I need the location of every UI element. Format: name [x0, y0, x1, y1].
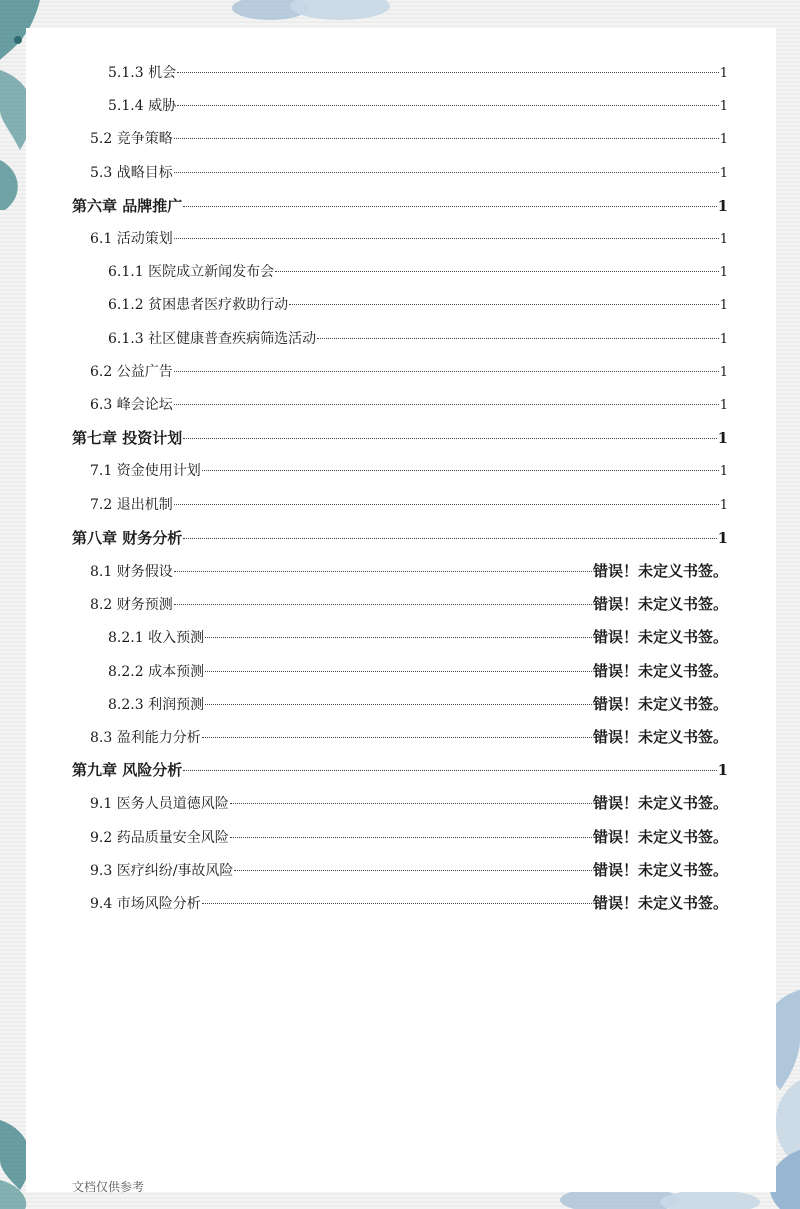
toc-entry-label: 6.2 公益广告 [90, 363, 173, 380]
footer-note: 文档仅供参考 [72, 1180, 145, 1194]
toc-leader-dots [183, 206, 716, 207]
toc-entry[interactable] [72, 195, 728, 217]
toc-leader-dots [205, 704, 592, 705]
toc-leader-dots [202, 737, 592, 738]
toc-leader-dots [174, 138, 719, 139]
top-center-leaf-decoration [230, 0, 400, 30]
toc-entry-page: 1 [719, 497, 728, 513]
toc-entry[interactable] [108, 261, 728, 283]
toc-entry-page: 1 [719, 66, 728, 81]
toc-leader-dots [275, 271, 719, 272]
toc-entry[interactable] [90, 494, 728, 516]
toc-entry[interactable] [90, 726, 728, 748]
document-page [26, 28, 776, 1192]
toc-entry[interactable] [90, 826, 728, 848]
toc-entry-page: 错误！未定义书签。 [592, 894, 728, 912]
toc-entry-page: 错误！未定义书签。 [592, 827, 728, 846]
toc-entry-label: 8.1 财务假设 [90, 564, 173, 580]
toc-leader-dots [183, 770, 716, 771]
toc-entry-label: 9.4 市场风险分析 [90, 896, 201, 912]
toc-entry[interactable] [90, 892, 728, 914]
toc-entry[interactable] [108, 660, 728, 682]
toc-leader-dots [174, 371, 719, 372]
toc-entry-page: 错误！未定义书签。 [592, 595, 728, 614]
toc-entry-page: 错误！未定义书签。 [592, 794, 728, 813]
toc-entry[interactable] [108, 95, 728, 117]
toc-leader-dots [174, 238, 719, 239]
toc-entry-label: 6.1.1 医院成立新闻发布会 [108, 264, 275, 281]
toc-entry-page: 错误！未定义书签。 [592, 860, 728, 879]
toc-leader-dots [202, 470, 719, 471]
toc-entry[interactable] [72, 527, 728, 549]
toc-leader-dots [202, 903, 592, 904]
toc-entry-page: 错误！未定义书签。 [592, 628, 728, 647]
toc-leader-dots [205, 637, 592, 638]
toc-entry[interactable] [72, 427, 728, 449]
toc-entry-page: 1 [719, 398, 728, 413]
toc-entry-page: 1 [719, 232, 728, 247]
toc-leader-dots [234, 870, 592, 871]
toc-entry-label: 第九章 风险分析 [72, 761, 183, 780]
toc-entry-label: 8.2.3 利润预测 [108, 696, 205, 713]
toc-entry[interactable] [108, 328, 728, 350]
toc-entry[interactable] [90, 394, 728, 416]
toc-entry-label: 7.1 资金使用计划 [90, 463, 201, 480]
toc-entry-page: 1 [719, 132, 728, 148]
toc-leader-dots [230, 803, 592, 804]
toc-entry[interactable] [108, 626, 728, 648]
toc-entry[interactable] [90, 162, 728, 184]
toc-entry[interactable] [108, 294, 728, 316]
toc-entry-label: 8.2 财务预测 [90, 597, 173, 614]
toc-leader-dots [183, 438, 716, 439]
toc-entry-label: 第七章 投资计划 [72, 429, 183, 448]
toc-entry-label: 6.1 活动策划 [90, 231, 173, 247]
toc-entry-page: 错误！未定义书签。 [592, 694, 728, 713]
toc-leader-dots [289, 304, 719, 305]
toc-entry-label: 9.1 医务人员道德风险 [90, 796, 229, 813]
toc-entry-label: 9.2 药品质量安全风险 [90, 829, 229, 846]
toc-leader-dots [177, 105, 719, 106]
toc-leader-dots [174, 172, 719, 173]
toc-entry[interactable] [90, 792, 728, 814]
toc-entry-label: 9.3 医疗纠纷/事故风险 [90, 862, 234, 879]
toc-entry[interactable] [108, 693, 728, 715]
toc-entry-page: 错误！未定义书签。 [592, 661, 728, 680]
toc-entry-page: 1 [717, 429, 728, 448]
toc-entry[interactable] [90, 560, 728, 582]
toc-entry[interactable] [72, 759, 728, 781]
toc-entry-label: 8.3 盈利能力分析 [90, 730, 201, 746]
toc-entry-label: 6.1.3 社区健康普查疾病筛选活动 [108, 330, 317, 347]
toc-entry-page: 错误！未定义书签。 [592, 728, 728, 746]
toc-entry-label: 5.1.4 威胁 [108, 98, 177, 115]
toc-entry-page: 1 [719, 364, 728, 380]
toc-leader-dots [317, 338, 719, 339]
toc-entry-page: 1 [719, 165, 728, 181]
toc-leader-dots [174, 604, 592, 605]
toc-entry-page: 错误！未定义书签。 [592, 562, 728, 580]
toc-entry[interactable] [90, 228, 728, 250]
toc-entry[interactable] [90, 361, 728, 383]
toc-entry-label: 6.3 峰会论坛 [90, 397, 173, 413]
toc-entry-label: 5.1.3 机会 [108, 65, 177, 81]
toc-leader-dots [177, 72, 719, 73]
toc-entry-page: 1 [717, 528, 728, 547]
toc-entry-page: 1 [719, 265, 728, 281]
toc-entry-page: 1 [719, 464, 728, 480]
toc-entry-label: 8.2.2 成本预测 [108, 663, 205, 680]
toc-entry-label: 5.3 战略目标 [90, 164, 173, 181]
toc-entry-label: 7.2 退出机制 [90, 496, 173, 513]
toc-leader-dots [174, 504, 719, 505]
toc-entry-page: 1 [719, 298, 728, 314]
toc-entry-label: 第八章 财务分析 [72, 528, 183, 547]
toc-leader-dots [230, 837, 592, 838]
toc-entry-page: 1 [719, 99, 728, 115]
toc-entry-label: 5.2 竞争策略 [90, 131, 173, 148]
toc-entry[interactable] [108, 62, 728, 84]
toc-leader-dots [174, 571, 592, 572]
toc-entry[interactable] [90, 593, 728, 615]
toc-leader-dots [183, 538, 716, 539]
toc-entry[interactable] [90, 859, 728, 881]
toc-entry-page: 1 [717, 761, 728, 780]
toc-entry-page: 1 [719, 331, 728, 347]
toc-entry-label: 8.2.1 收入预测 [108, 630, 205, 647]
toc-leader-dots [205, 671, 592, 672]
toc-entry-label: 第六章 品牌推广 [72, 196, 183, 215]
toc-entry[interactable] [90, 460, 728, 482]
toc-leader-dots [174, 404, 719, 405]
toc-entry-label: 6.1.2 贫困患者医疗救助行动 [108, 297, 289, 314]
toc-entry-page: 1 [717, 196, 728, 215]
toc-entry[interactable] [90, 128, 728, 150]
